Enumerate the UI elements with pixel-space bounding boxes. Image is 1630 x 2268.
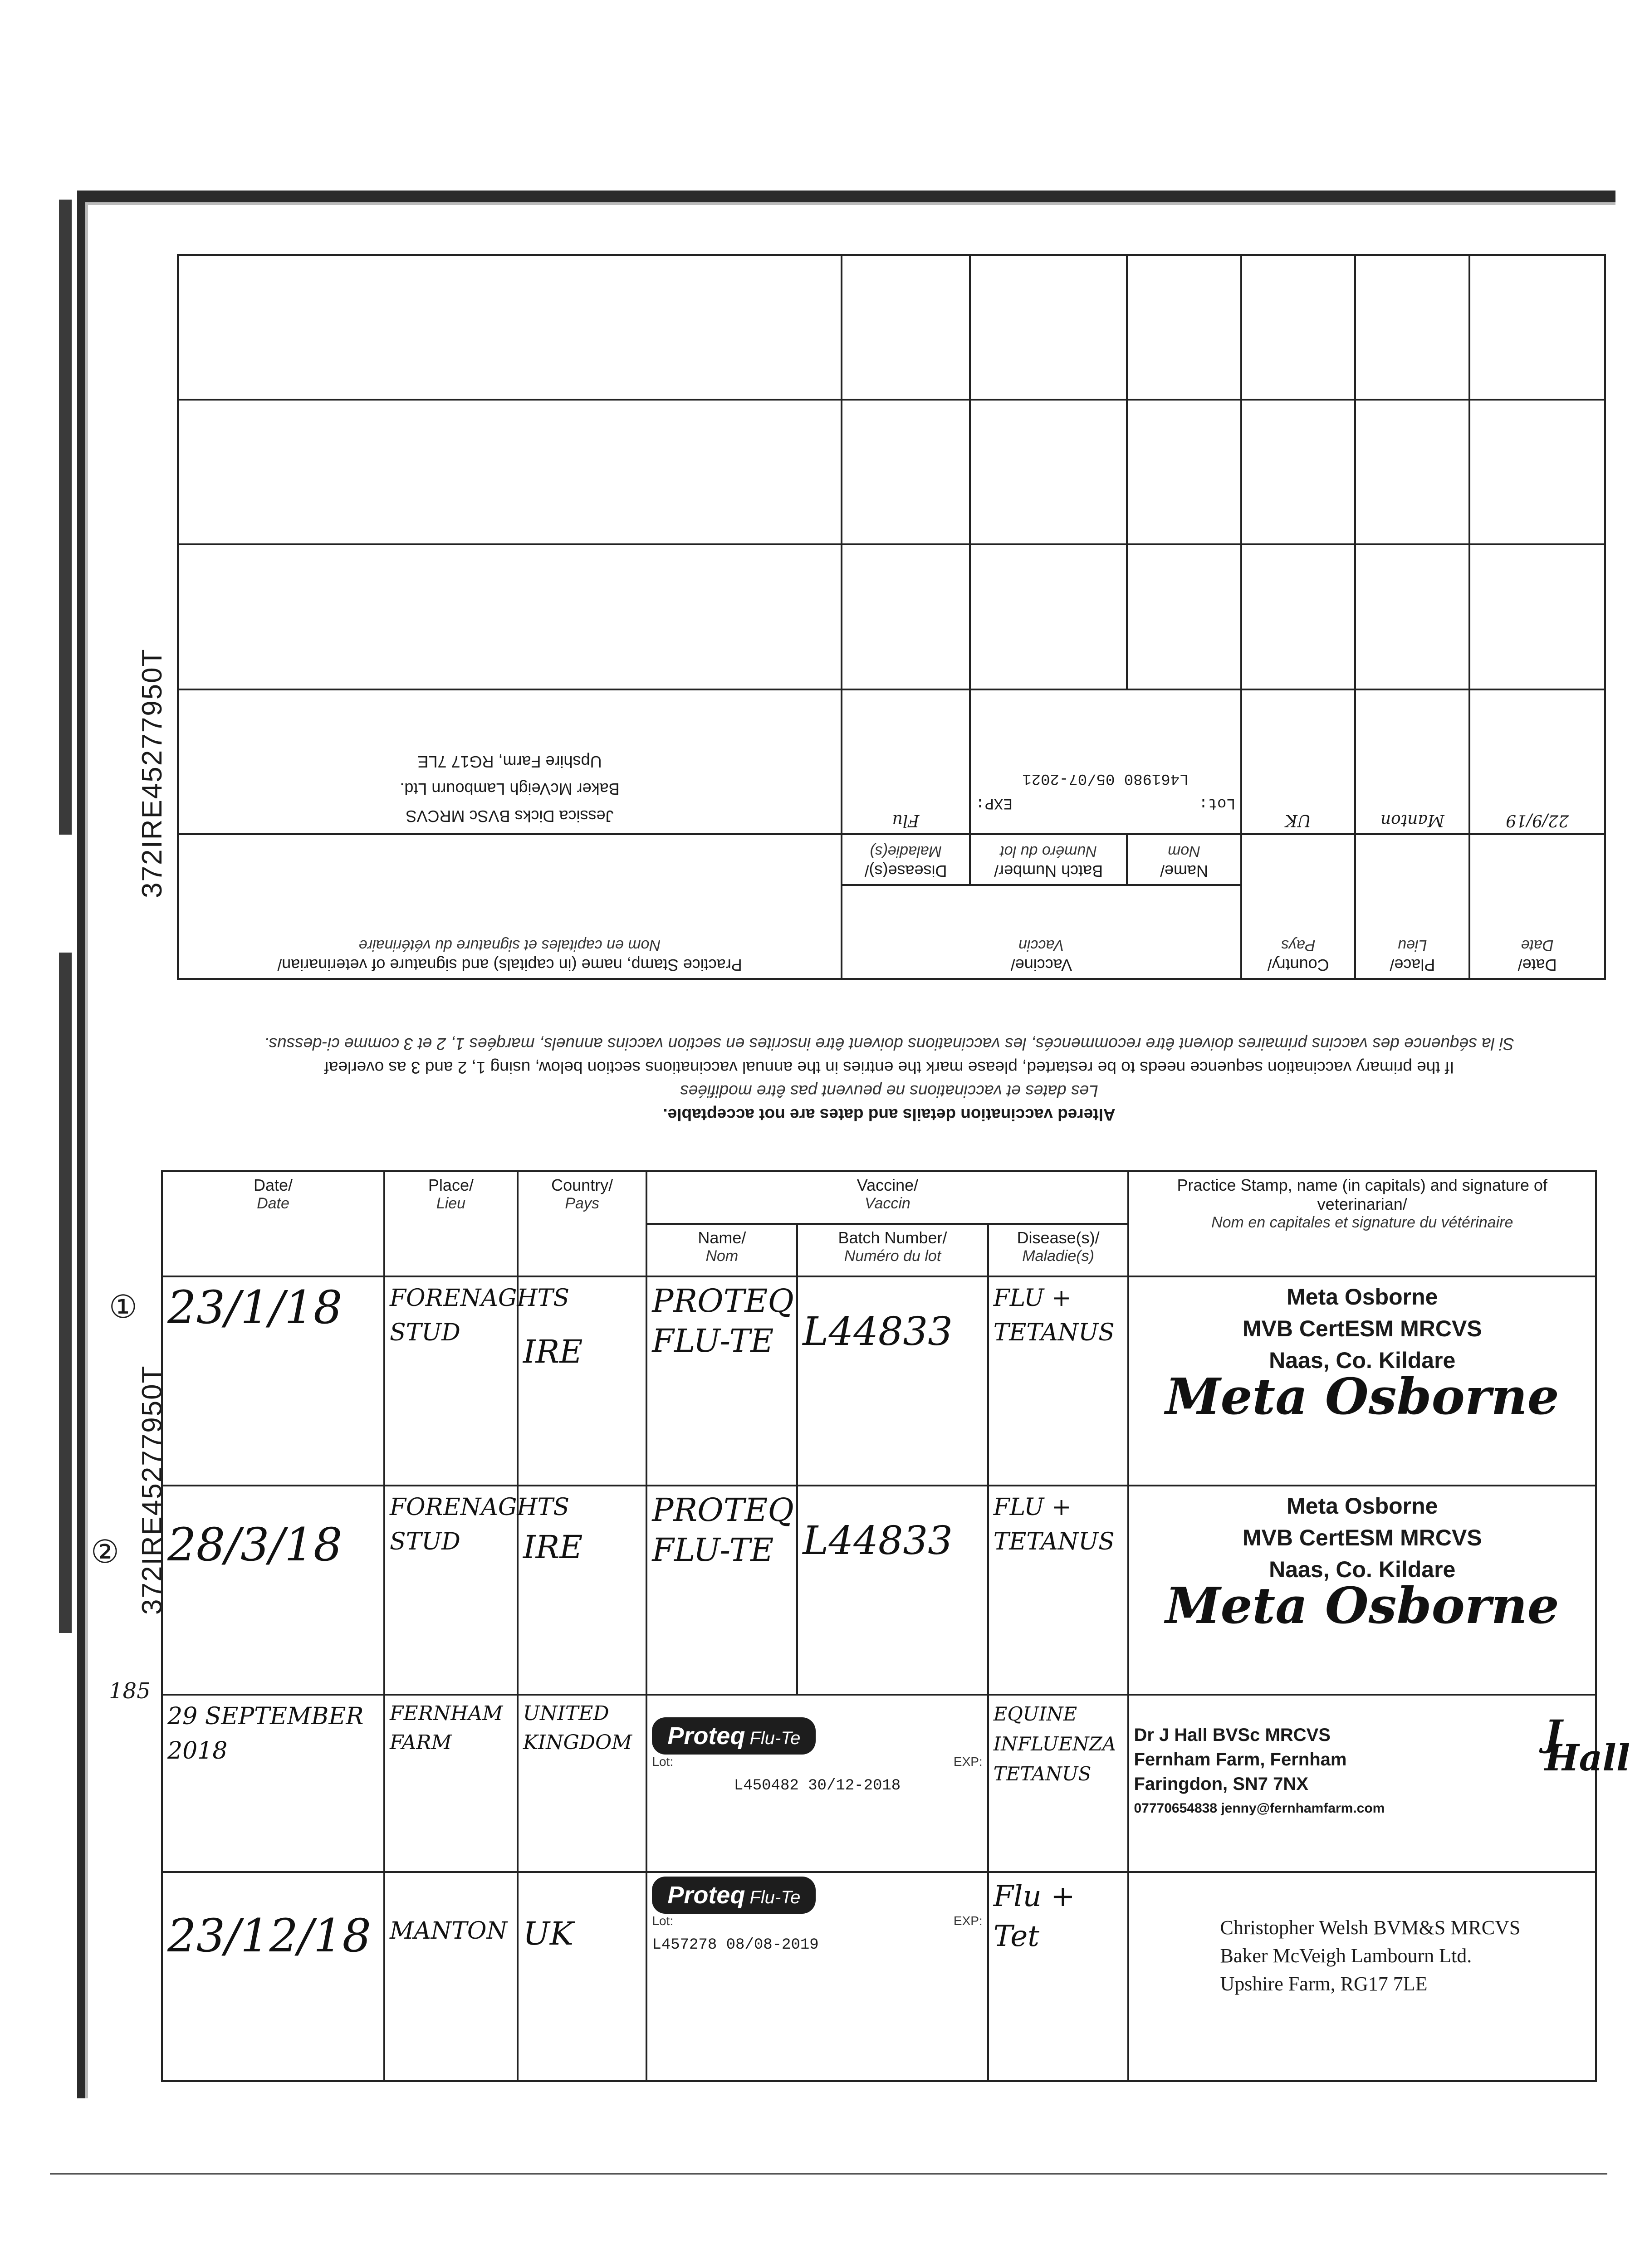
header-stamp: Practice Stamp, name (in capitals) and signature of veterinarian/ Nom en capitales et signature du vétérinaire <box>178 834 842 979</box>
stamp-line: Baker McVeigh Lambourn Ltd. <box>1220 1945 1472 1967</box>
table-row-empty <box>178 255 1605 400</box>
stamp-qualification: MVB CertESM MRCVS <box>1242 1316 1482 1341</box>
margin-note: 185 <box>109 1678 151 1704</box>
exp-label: EXP: <box>975 794 1013 811</box>
stamp-line: Upshire Farm, RG17 7LE <box>1220 1973 1428 1995</box>
stamp-line: Jessica Dicks BVSc MRCVS <box>406 807 614 826</box>
cell-vaccine-label <box>970 689 1241 834</box>
header-country: Country/ Pays <box>1241 834 1356 979</box>
cell-disease: FLU + TETANUS <box>988 1486 1129 1695</box>
note-altered-fr: Les dates et vaccinations ne peuvent pas être modifiées <box>680 1082 1098 1100</box>
page-rule <box>50 2173 1607 2175</box>
stamp-line: Baker McVeigh Lambourn Ltd. <box>400 779 620 798</box>
header-place: Place/ Lieu <box>1355 834 1469 979</box>
table-row-empty <box>178 400 1605 544</box>
cell-batch: L44833 <box>797 1276 988 1486</box>
cell-stamp <box>178 689 842 834</box>
cell-country: UK <box>518 1872 646 2081</box>
cell-vaccine-label <box>646 1695 988 1872</box>
cell-stamp <box>1128 1695 1630 1872</box>
cell-stamp <box>1128 1872 1596 2081</box>
cell-disease: Flu + Tet <box>988 1872 1129 2081</box>
sequence-mark-2: ② <box>91 1533 119 1570</box>
cell-place: FORENAGHTS STUD <box>384 1486 518 1695</box>
cell-disease: Flu <box>842 689 970 834</box>
vaccine-sticker <box>652 1699 982 1794</box>
cell-country: UNITED KINGDOM <box>518 1695 646 1872</box>
vaccination-notes <box>254 1032 1524 1126</box>
stamp-line: Christopher Welsh BVM&S MRCVS <box>1220 1916 1521 1939</box>
cell-disease: EQUINE INFLUENZA TETANUS <box>988 1695 1129 1872</box>
cell-stamp <box>1128 1276 1596 1486</box>
lot-number: L461980 05/07-2021 <box>1022 769 1189 787</box>
cell-disease: FLU + TETANUS <box>988 1276 1129 1486</box>
note-restart-fr: Si la séquence des vaccins primaires doivent être recommencés, les vaccinations doivent être inscrites en section vaccins annuels, marqées 1, 2 et 3 comme ci-dessus. <box>264 1035 1514 1053</box>
header-disease: Disease(s)/ Maladie(s) <box>842 834 970 885</box>
header-date: Date/ Date <box>1469 834 1605 979</box>
stamp-line: Dr J Hall BVSc MRCVS <box>1134 1725 1331 1745</box>
table-row-empty <box>178 544 1605 689</box>
table-row <box>162 1695 1596 1872</box>
cell-vaccine-label <box>646 1872 988 2081</box>
header-vaccine: Vaccine/ Vaccin <box>646 1171 1128 1224</box>
header-place: Place/ Lieu <box>384 1171 518 1276</box>
header-country: Country/ Pays <box>518 1171 646 1276</box>
lot-label: Lot: <box>652 1914 674 1928</box>
table-row <box>162 1486 1596 1695</box>
record-id-bottom: 372IRE45277950T <box>137 1365 168 1615</box>
exp-label: EXP: <box>953 1754 983 1769</box>
header-name: Name/ Nom <box>646 1224 797 1276</box>
table-row <box>162 1276 1596 1486</box>
scan-edge-bar <box>59 953 72 1633</box>
cell-batch: L44833 <box>797 1486 988 1695</box>
vet-signature: J Hall <box>1545 1711 1630 1779</box>
stamp-line: Fernham Farm, Fernham <box>1134 1749 1347 1769</box>
cell-name: PROTEQ FLU-TE <box>646 1276 797 1486</box>
note-altered: Altered vaccination details and dates are not acceptable. <box>663 1105 1116 1124</box>
scan-edge-bar <box>59 200 72 835</box>
annual-vaccination-table-inverted <box>177 254 1606 980</box>
lot-label: Lot: <box>1199 794 1236 811</box>
stamp-line: Upshire Farm, RG17 7LE <box>417 752 602 771</box>
stamp-name: Meta Osborne <box>1287 1493 1438 1519</box>
vet-signature: Meta Osborne <box>1165 1367 1559 1426</box>
lot-number: L450482 30/12-2018 <box>734 1777 901 1794</box>
header-disease: Disease(s)/ Maladie(s) <box>988 1224 1129 1276</box>
cell-place: MANTON <box>384 1872 518 2081</box>
vaccine-brand: Proteq Flu-Te <box>652 1877 816 1914</box>
cell-country: UK <box>1241 689 1356 834</box>
stamp-address: Naas, Co. Kildare <box>1269 1348 1456 1373</box>
cell-date: 22/9/19 <box>1469 689 1605 834</box>
cell-stamp <box>1128 1486 1596 1695</box>
stamp-name: Meta Osborne <box>1287 1284 1438 1310</box>
header-stamp: Practice Stamp, name (in capitals) and signature of veterinarian/ Nom en capitales et signature du vétérinaire <box>1128 1171 1596 1276</box>
stamp-address: Naas, Co. Kildare <box>1269 1556 1456 1582</box>
cell-place: FERNHAM FARM <box>384 1695 518 1872</box>
record-id-top: 372IRE45277950T <box>137 648 168 898</box>
cell-date: 23/1/18 <box>162 1276 384 1486</box>
header-batch: Batch Number/ Numéro du lot <box>970 834 1127 885</box>
lot-number: L457278 08/08-2019 <box>652 1936 819 1954</box>
exp-label: EXP: <box>953 1914 983 1928</box>
vet-signature: Meta Osborne <box>1165 1576 1559 1635</box>
vaccination-table <box>161 1170 1630 2082</box>
cell-date: 28/3/18 <box>162 1486 384 1695</box>
table-row <box>178 689 1605 834</box>
table-row <box>162 1872 1596 2081</box>
sequence-mark-1: ① <box>109 1288 137 1325</box>
cell-date: 29 SEPTEMBER 2018 <box>162 1695 384 1872</box>
cell-name: PROTEQ FLU-TE <box>646 1486 797 1695</box>
stamp-line: Faringdon, SN7 7NX <box>1134 1774 1308 1794</box>
lot-label: Lot: <box>652 1754 674 1769</box>
cell-place: Manton <box>1355 689 1469 834</box>
header-date: Date/ Date <box>162 1171 384 1276</box>
header-vaccine: Vaccine/ Vaccin <box>842 885 1241 979</box>
note-restart: If the primary vaccination sequence needs to be restarted, please mark the entries in the annual vaccinations section below, using 1, 2 and 3 as overleaf <box>324 1058 1454 1077</box>
vaccine-brand: Proteq Flu-Te <box>652 1717 816 1755</box>
vaccine-sticker <box>652 1877 982 1954</box>
cell-place: FORENAGHTS STUD <box>384 1276 518 1486</box>
cell-date: 23/12/18 <box>162 1872 384 2081</box>
stamp-line: 07770654838 jenny@fernhamfarm.com <box>1134 1800 1385 1816</box>
header-batch: Batch Number/ Numéro du lot <box>797 1224 988 1276</box>
cell-country: IRE <box>518 1276 646 1486</box>
header-name: Name/ Nom <box>1127 834 1241 885</box>
cell-country: IRE <box>518 1486 646 1695</box>
stamp-qualification: MVB CertESM MRCVS <box>1242 1525 1482 1550</box>
